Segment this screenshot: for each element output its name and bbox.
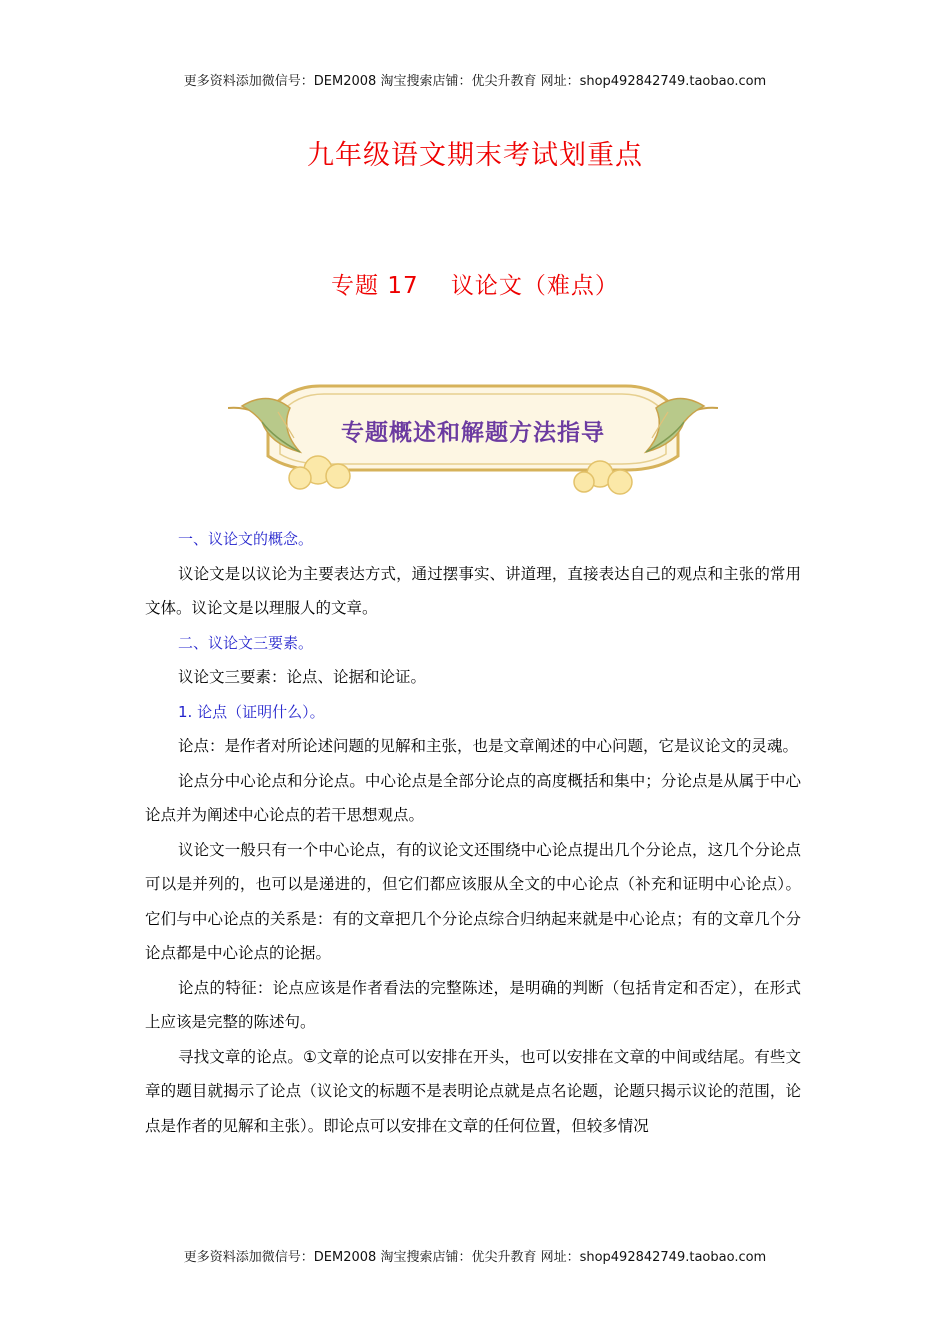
paragraph: 议论文是以议论为主要表达方式，通过摆事实、讲道理，直接表达自己的观点和主张的常用文体。议论文是以理服人的文章。 [145, 564, 801, 617]
document-title: 九年级语文期末考试划重点 [307, 140, 643, 171]
paragraph: 议论文三要素：论点、论据和论证。 [178, 668, 427, 686]
topic-subtitle: 专题 17 议论文（难点） [331, 273, 619, 299]
document-body [145, 522, 801, 1143]
paragraph: 论点分中心论点和分论点。中心论点是全部分论点的高度概括和集中；分论点是从属于中心论点并为阐述中心论点的若干思想观点。 [145, 771, 801, 824]
heading-three-elements: 二、议论文三要素。 [178, 633, 314, 652]
paragraph: 论点的特征：论点应该是作者看法的完整陈述，是明确的判断（包括肯定和否定），在形式上应该是完整的陈述句。 [145, 978, 801, 1031]
section-banner [228, 378, 718, 506]
banner-label: 专题概述和解题方法指导 [341, 420, 605, 446]
heading-concept: 一、议论文的概念。 [178, 530, 314, 548]
paragraph: 议论文一般只有一个中心论点，有的议论文还围绕中心论点提出几个分论点，这几个分论点可以是并列的，也可以是递进的，但它们都应该服从全文的中心论点（补充和证明中心论点）。它们与中心论点的关系是：有的文章把几个分论点综合归纳起来就是中心论点；有的文章几个分论点都是中心论点的论据。 [145, 840, 801, 962]
paragraph: 论点：是作者对所论述问题的见解和主张，也是文章阐述的中心问题，它是议论文的灵魂。 [178, 737, 799, 755]
paragraph: 寻找文章的论点。①文章的论点可以安排在开头，也可以安排在文章的中间或结尾。有些文章的题目就揭示了论点（议论文的标题不是表明论点就是点名论题，论题只揭示议论的范围，论点是作者的见解和主张）。即论点可以安排在文章的任何位置，但较多情况 [145, 1047, 801, 1135]
heading-argument: 1. 论点（证明什么）。 [178, 702, 325, 721]
page-header: 更多资料添加微信号：DEM2008 淘宝搜索店铺：优尖升教育 网址：shop492842749.taobao.com [183, 74, 767, 89]
page-footer: 更多资料添加微信号：DEM2008 淘宝搜索店铺：优尖升教育 网址：shop492842749.taobao.com [183, 1250, 767, 1265]
